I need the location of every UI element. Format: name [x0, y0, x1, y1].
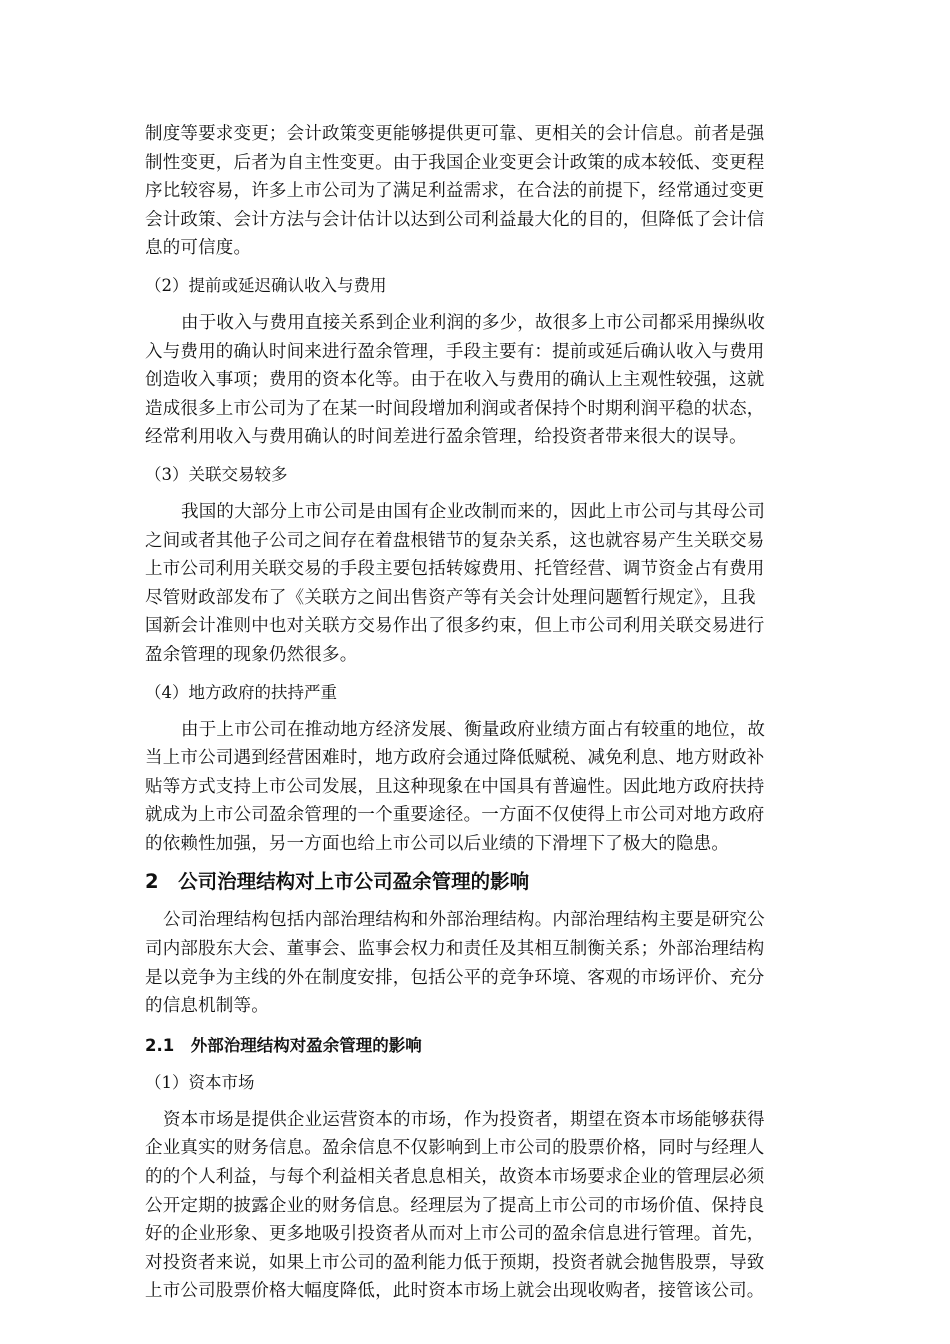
text-line: 入与费用的确认时间来进行盈余管理，手段主要有：提前或延后确认收入与费用: [145, 341, 765, 362]
text-line: 息的可信度。: [145, 238, 252, 259]
paragraph-accounting-policy-change: [145, 120, 813, 263]
text-line: 上市公司利用关联交易的手段主要包括转嫁费用、托管经营、调节资金占有费用: [145, 559, 765, 580]
text-line: 是以竞争为主线的外在制度安排，包括公平的竞争环境、客观的市场评价、充分: [145, 967, 765, 988]
text-line: 经常利用收入与费用确认的时间差进行盈余管理，给投资者带来很大的误导。: [145, 427, 747, 448]
text-line: 由于上市公司在推动地方经济发展、衡量政府业绩方面占有较重的地位，故: [181, 719, 766, 740]
text-line: 贴等方式支持上市公司发展，且这种现象在中国具有普遍性。因此地方政府扶持: [145, 776, 765, 797]
subheading-local-government-support: （4）地方政府的扶持严重: [145, 682, 337, 702]
text-line: 之间或者其他子公司之间存在着盘根错节的复杂关系，这也就容易产生关联交易: [145, 530, 765, 551]
text-line: 资本市场是提供企业运营资本的市场，作为投资者，期望在资本市场能够获得: [163, 1109, 765, 1130]
subheading-revenue-expense-timing: （2）提前或延迟确认收入与费用: [145, 275, 387, 295]
text-line: 司内部股东大会、董事会、监事会权力和责任及其相互制衡关系；外部治理结构: [145, 939, 765, 960]
text-line: 的信息机制等。: [145, 996, 269, 1017]
text-line: 的依赖性加强，另一方面也给上市公司以后业绩的下滑埋下了极大的隐患。: [145, 833, 730, 854]
paragraph-related-transactions: [145, 498, 813, 670]
text-line: 造成很多上市公司为了在某一时间段增加利润或者保持个时期利润平稳的状态，: [145, 398, 765, 419]
subheading-capital-market: （1）资本市场: [145, 1072, 255, 1092]
section-heading-2: 2 公司治理结构对上市公司盈余管理的影响: [145, 870, 530, 894]
text-line: 公开定期的披露企业的财务信息。经理层为了提高上市公司的市场价值、保持良: [145, 1195, 765, 1216]
paragraph-revenue-expense-timing: [145, 309, 813, 452]
section-heading-2-1: 2.1 外部治理结构对盈余管理的影响: [145, 1035, 422, 1055]
text-line: 序比较容易，许多上市公司为了满足利益需求，在合法的前提下，经常通过变更: [145, 181, 765, 202]
text-line: 就成为上市公司盈余管理的一个重要途径。一方面不仅使得上市公司对地方政府: [145, 805, 765, 826]
text-line: 对投资者来说，如果上市公司的盈利能力低于预期，投资者就会抛售股票，导致: [145, 1252, 765, 1273]
paragraph-local-government-support: [145, 716, 813, 859]
text-line: 的的个人利益，与每个利益相关者息息相关，故资本市场要求企业的管理层必须: [145, 1167, 765, 1188]
text-line: 会计政策、会计方法与会计估计以达到公司利益最大化的目的，但降低了会计信: [145, 209, 765, 230]
text-line: 制性变更，后者为自主性变更。由于我国企业变更会计政策的成本较低、变更程: [145, 152, 765, 173]
text-line: 创造收入事项；费用的资本化等。由于在收入与费用的确认上主观性较强，这就: [145, 370, 765, 391]
text-line: 上市公司股票价格大幅度降低，此时资本市场上就会出现收购者，接管该公司。: [145, 1281, 765, 1302]
paragraph-capital-market: [145, 1106, 813, 1306]
subheading-related-transactions: （3）关联交易较多: [145, 464, 288, 484]
text-line: 企业真实的财务信息。盈余信息不仅影响到上市公司的股票价格，同时与经理人: [145, 1138, 765, 1159]
text-line: 盈余管理的现象仍然很多。: [145, 644, 358, 665]
text-line: 制度等要求变更；会计政策变更能够提供更可靠、更相关的会计信息。前者是强: [145, 124, 765, 144]
text-line: 公司治理结构包括内部治理结构和外部治理结构。内部治理结构主要是研究公: [163, 910, 765, 931]
text-line: 由于收入与费用直接关系到企业利润的多少，故很多上市公司都采用操纵收: [181, 312, 766, 333]
text-line: 我国的大部分上市公司是由国有企业改制而来的，因此上市公司与其母公司: [181, 501, 766, 522]
text-line: 当上市公司遇到经营困难时，地方政府会通过降低赋税、减免利息、地方财政补: [145, 748, 765, 769]
document-page: [145, 120, 813, 1306]
paragraph-governance-structure: [145, 906, 813, 1020]
text-line: 国新会计准则中也对关联方交易作出了很多约束，但上市公司利用关联交易进行: [145, 616, 765, 637]
text-line: 好的企业形象、更多地吸引投资者从而对上市公司的盈余信息进行管理。首先，: [145, 1224, 765, 1245]
text-line: 尽管财政部发布了《关联方之间出售资产等有关会计处理问题暂行规定》，且我: [145, 587, 756, 608]
